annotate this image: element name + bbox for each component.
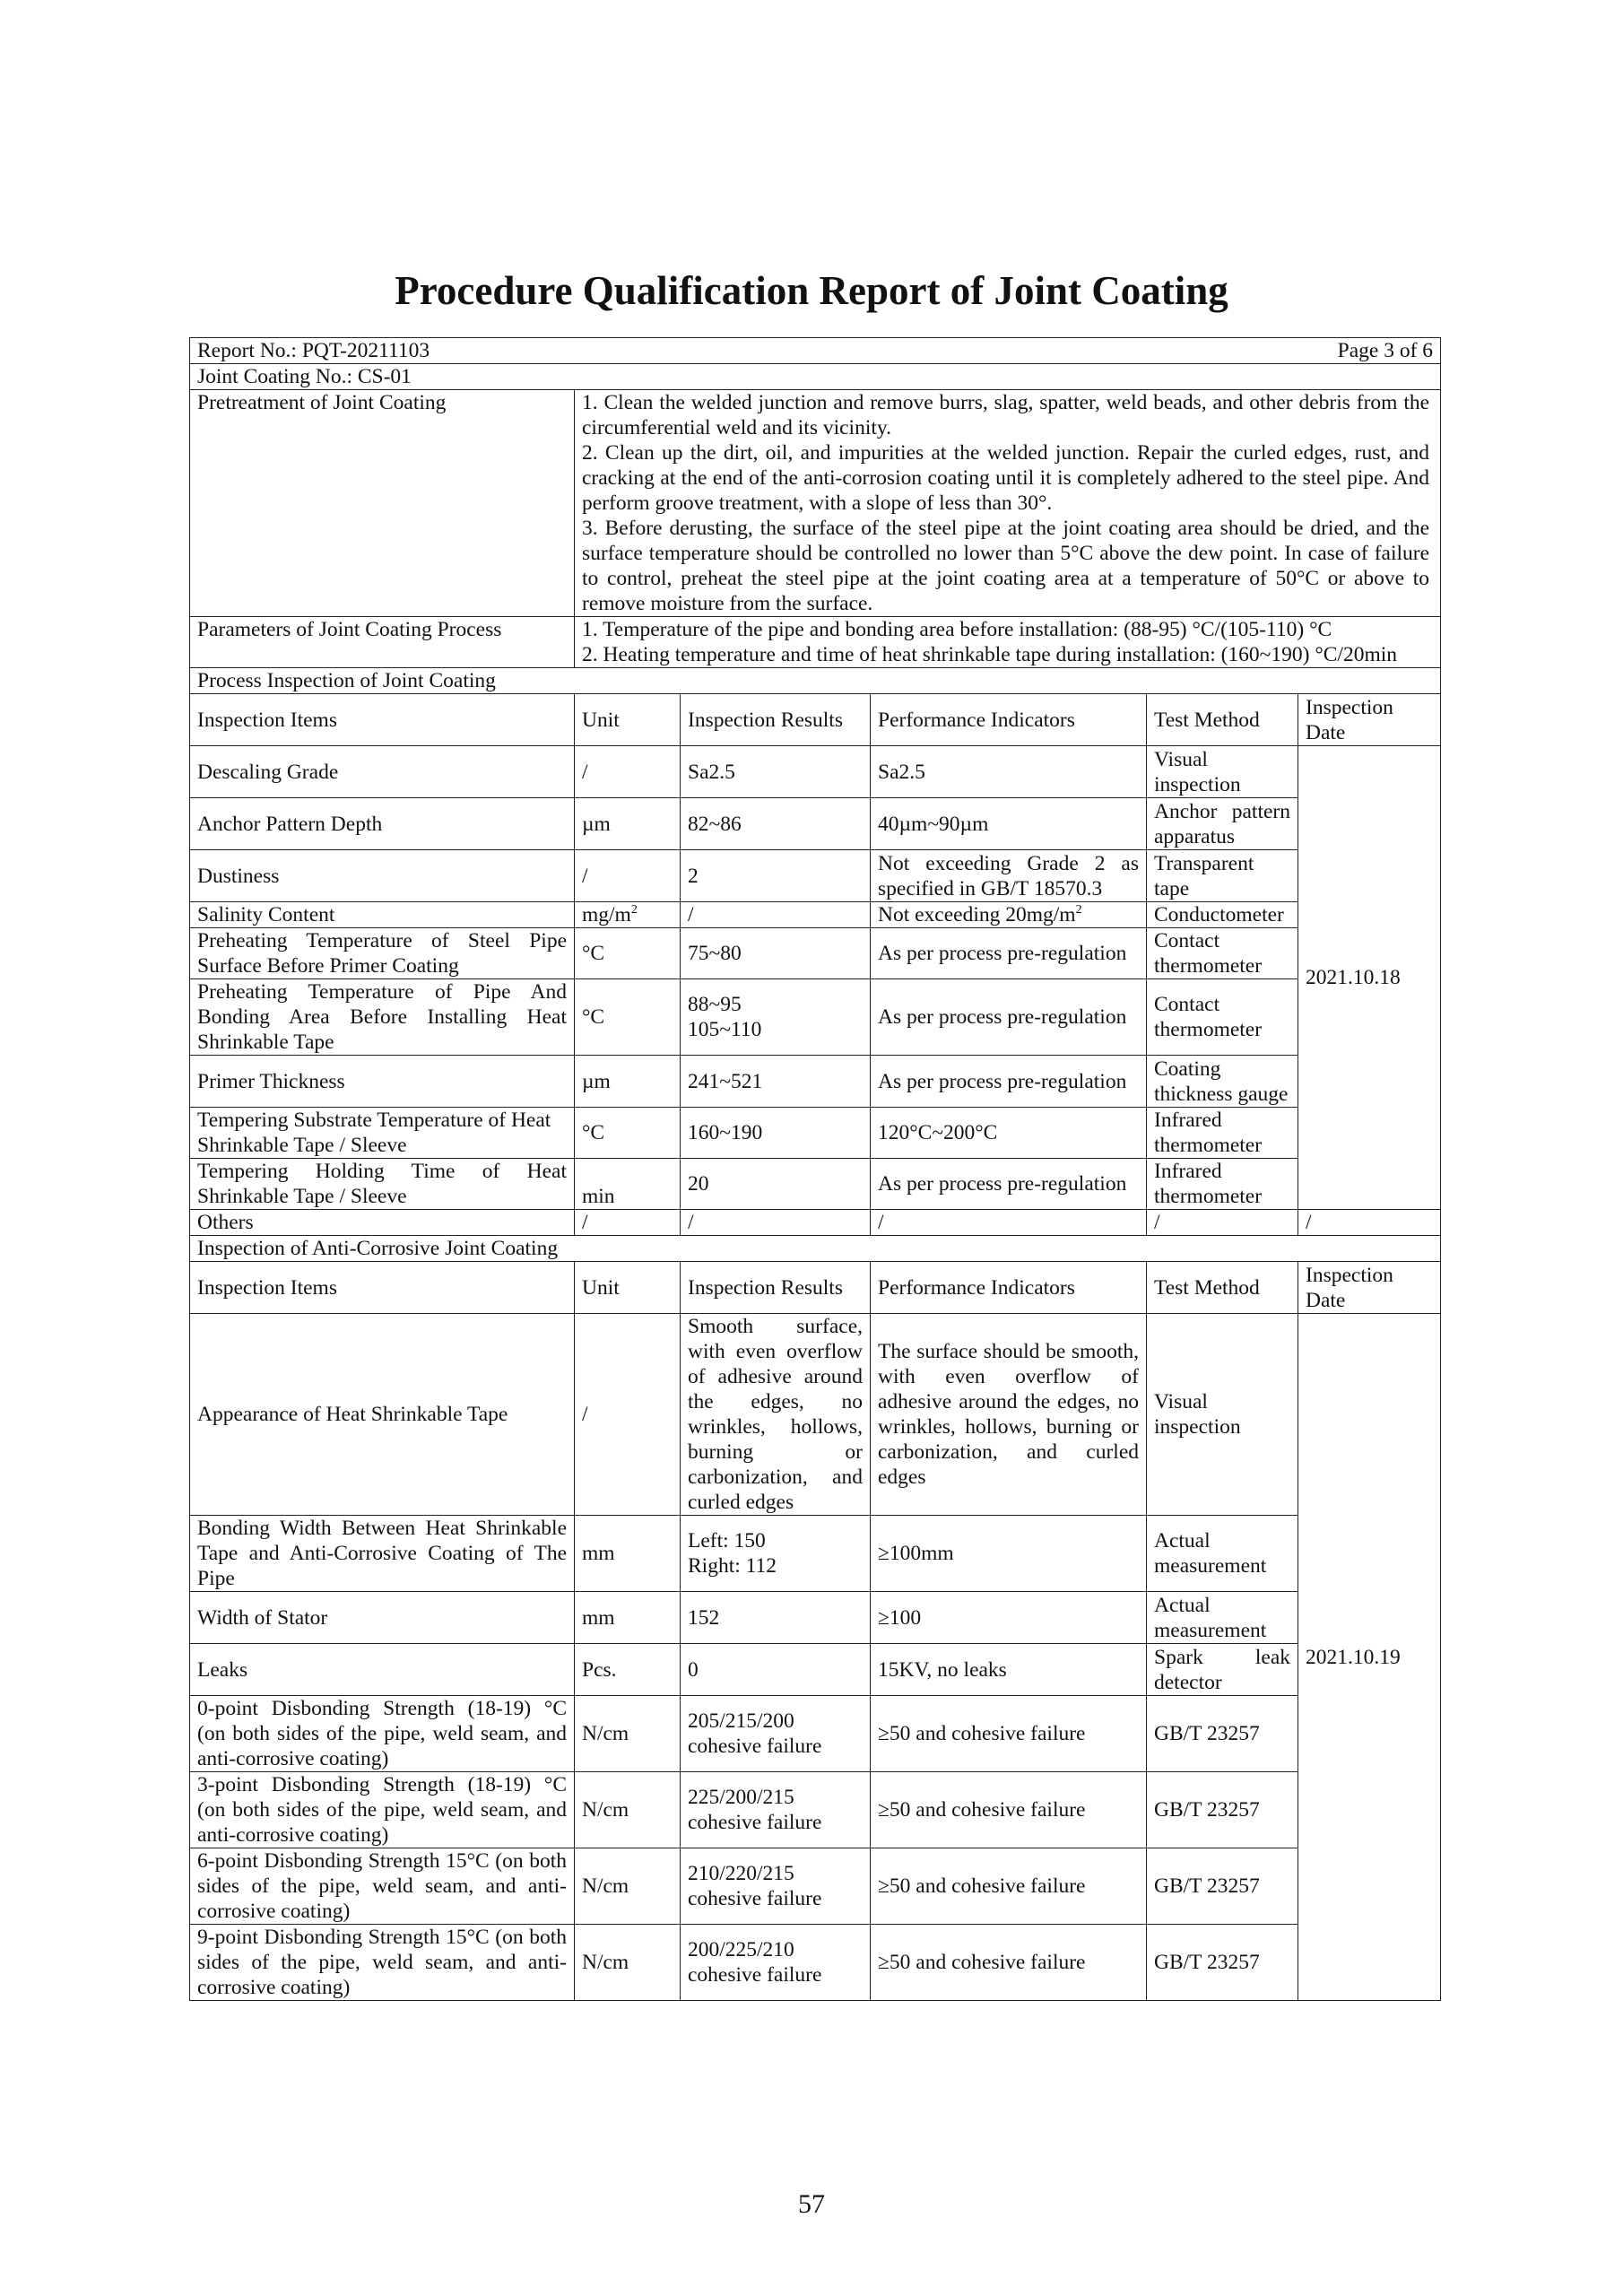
process-section-title: Process Inspection of Joint Coating [190, 668, 1441, 694]
table-row [190, 979, 1441, 1056]
method-cell: / [1147, 1210, 1298, 1236]
column-header: Test Method [1147, 1262, 1298, 1314]
indicator-cell: Not exceeding Grade 2 as specified in GB/T 18570.3 [871, 850, 1147, 902]
table-row [190, 1644, 1441, 1696]
unit-cell: / [575, 1210, 681, 1236]
item-cell: 6-point Disbonding Strength 15°C (on both sides of the pipe, weld seam, and anti-corrosive coating) [190, 1848, 575, 1925]
method-cell: Conductometer [1147, 902, 1298, 928]
result-cell: 82~86 [681, 798, 871, 850]
unit-cell: Pcs. [575, 1644, 681, 1696]
method-cell: Contact thermometer [1147, 928, 1298, 979]
method-cell: Anchor pattern apparatus [1147, 798, 1298, 850]
pretreatment-step: 2. Clean up the dirt, oil, and impurities at the welded junction. Repair the curled edges, rust, and cracking at the end of the anti-corrosion coating until it is completely adhered to the steel pipe. And perform groove treatment, with a slope of less than 30°. [582, 441, 1430, 515]
indicator-cell: ≥50 and cohesive failure [871, 1696, 1147, 1772]
result-cell: 75~80 [681, 928, 871, 979]
indicator-cell: 120°C~200°C [871, 1108, 1147, 1159]
unit-cell: µm [575, 798, 681, 850]
method-cell: Infrared thermometer [1147, 1159, 1298, 1210]
indicator-cell: ≥50 and cohesive failure [871, 1848, 1147, 1925]
unit-cell: / [575, 850, 681, 902]
table-row [190, 746, 1441, 798]
column-header: Inspection Date [1298, 1262, 1441, 1314]
method-cell: Infrared thermometer [1147, 1108, 1298, 1159]
table-row [190, 798, 1441, 850]
unit-cell: / [575, 1314, 681, 1516]
indicator-cell [871, 902, 1147, 928]
column-header: Performance Indicators [871, 1262, 1147, 1314]
table-row [190, 1696, 1441, 1772]
result-cell: 160~190 [681, 1108, 871, 1159]
method-cell: Transparent tape [1147, 850, 1298, 902]
column-header: Inspection Results [681, 694, 871, 746]
column-header: Inspection Date [1298, 694, 1441, 746]
unit-cell: N/cm [575, 1925, 681, 2001]
item-cell: 0-point Disbonding Strength (18-19) °C (on both sides of the pipe, weld seam, and anti-corrosive coating) [190, 1696, 575, 1772]
method-cell: Visual inspection [1147, 1314, 1298, 1516]
report-number: Report No.: PQT-20211103 [197, 339, 430, 362]
indicator-cell: The surface should be smooth, with even overflow of adhesive around the edges, no wrinkles, hollows, burning or carbonization, and curled edges [871, 1314, 1147, 1516]
joint-coating-number: Joint Coating No.: CS-01 [190, 364, 1441, 390]
method-cell: Coating thickness gauge [1147, 1056, 1298, 1108]
result-cell: 152 [681, 1592, 871, 1644]
unit-cell: °C [575, 979, 681, 1056]
others-row [190, 1210, 1441, 1236]
unit-cell: mm [575, 1592, 681, 1644]
table-row [190, 1516, 1441, 1592]
item-cell: Descaling Grade [190, 746, 575, 798]
table-row [190, 902, 1441, 928]
indicator-cell: As per process pre-regulation [871, 979, 1147, 1056]
anti-corrosive-inspection-date: 2021.10.19 [1298, 1314, 1441, 2001]
unit-cell: N/cm [575, 1772, 681, 1848]
column-header: Test Method [1147, 694, 1298, 746]
column-header: Inspection Items [190, 1262, 575, 1314]
item-cell: Tempering Substrate Temperature of Heat Shrinkable Tape / Sleeve [190, 1108, 575, 1159]
unit-cell: °C [575, 928, 681, 979]
item-cell: Preheating Temperature of Steel Pipe Surface Before Primer Coating [190, 928, 575, 979]
column-header: Performance Indicators [871, 694, 1147, 746]
method-cell: Visual inspection [1147, 746, 1298, 798]
result-cell: 0 [681, 1644, 871, 1696]
item-cell: Appearance of Heat Shrinkable Tape [190, 1314, 575, 1516]
process-inspection-date: 2021.10.18 [1298, 746, 1441, 1210]
result-cell: 241~521 [681, 1056, 871, 1108]
item-cell: Preheating Temperature of Pipe And Bonding Area Before Installing Heat Shrinkable Tape [190, 979, 575, 1056]
report-title: Procedure Qualification Report of Joint Coating [395, 268, 1228, 313]
pretreatment-label: Pretreatment of Joint Coating [190, 390, 575, 617]
item-cell: Others [190, 1210, 575, 1236]
superscript-text: 2 [630, 903, 638, 918]
column-header: Unit [575, 1262, 681, 1314]
method-cell: Spark leak detector [1147, 1644, 1298, 1696]
parameter-line: 1. Temperature of the pipe and bonding area before installation: (88-95) °C/(105-110) °C [582, 618, 1332, 641]
result-cell: 210/220/215 cohesive failure [681, 1848, 871, 1925]
indicator-cell: Sa2.5 [871, 746, 1147, 798]
result-cell: 205/215/200 cohesive failure [681, 1696, 871, 1772]
indicator-cell: ≥50 and cohesive failure [871, 1772, 1147, 1848]
table-row [190, 1159, 1441, 1210]
indicator-cell: 15KV, no leaks [871, 1644, 1147, 1696]
item-cell: Leaks [190, 1644, 575, 1696]
result-cell: Left: 150 Right: 112 [681, 1516, 871, 1592]
indicator-text: Not exceeding 20mg/m [878, 903, 1076, 926]
pretreatment-step: 1. Clean the welded junction and remove burrs, slag, spatter, weld beads, and other debris from the circumferential weld and its vicinity. [582, 391, 1430, 439]
parameters-lines [575, 617, 1441, 668]
method-cell: Actual measurement [1147, 1592, 1298, 1644]
page-number: 57 [798, 2189, 825, 2219]
column-header: Unit [575, 694, 681, 746]
result-cell: Smooth surface, with even overflow of adhesive around the edges, no wrinkles, hollows, burning or carbonization, and curled edges [681, 1314, 871, 1516]
indicator-cell: ≥50 and cohesive failure [871, 1925, 1147, 2001]
anti-corrosive-section-title: Inspection of Anti-Corrosive Joint Coating [190, 1236, 1441, 1262]
page-indicator: Page 3 of 6 [1337, 339, 1434, 362]
table-row [190, 1848, 1441, 1925]
report-table [189, 337, 1441, 2001]
result-cell: 88~95 105~110 [681, 979, 871, 1056]
item-cell: 9-point Disbonding Strength 15°C (on both sides of the pipe, weld seam, and anti-corrosive coating) [190, 1925, 575, 2001]
item-cell: Tempering Holding Time of Heat Shrinkable Tape / Sleeve [190, 1159, 575, 1210]
unit-cell: min [575, 1159, 681, 1210]
pretreatment-steps [575, 390, 1441, 617]
process-section-row [190, 668, 1441, 694]
item-cell: Anchor Pattern Depth [190, 798, 575, 850]
indicator-cell: As per process pre-regulation [871, 1159, 1147, 1210]
process-column-headers [190, 694, 1441, 746]
unit-cell [575, 902, 681, 928]
parameters-row [190, 617, 1441, 668]
item-cell: 3-point Disbonding Strength (18-19) °C (on both sides of the pipe, weld seam, and anti-corrosive coating) [190, 1772, 575, 1848]
table-row [190, 1772, 1441, 1848]
method-cell: Contact thermometer [1147, 979, 1298, 1056]
anti-corrosive-column-headers [190, 1262, 1441, 1314]
item-cell: Width of Stator [190, 1592, 575, 1644]
pretreatment-row [190, 390, 1441, 617]
item-cell: Salinity Content [190, 902, 575, 928]
result-cell: 2 [681, 850, 871, 902]
indicator-cell: / [871, 1210, 1147, 1236]
indicator-cell: As per process pre-regulation [871, 928, 1147, 979]
unit-cell: µm [575, 1056, 681, 1108]
result-cell: 225/200/215 cohesive failure [681, 1772, 871, 1848]
indicator-cell: ≥100 [871, 1592, 1147, 1644]
indicator-cell: 40µm~90µm [871, 798, 1147, 850]
column-header: Inspection Items [190, 694, 575, 746]
result-cell: / [681, 1210, 871, 1236]
table-row [190, 1108, 1441, 1159]
result-cell: / [681, 902, 871, 928]
table-row [190, 850, 1441, 902]
table-row [190, 1056, 1441, 1108]
unit-cell: °C [575, 1108, 681, 1159]
joint-coating-number-row [190, 364, 1441, 390]
unit-text: mg/m [582, 903, 631, 926]
indicator-cell: As per process pre-regulation [871, 1056, 1147, 1108]
table-row [190, 1314, 1441, 1516]
superscript-text: 2 [1075, 903, 1082, 918]
table-row [190, 1925, 1441, 2001]
result-cell: 200/225/210 cohesive failure [681, 1925, 871, 2001]
date-cell: / [1298, 1210, 1441, 1236]
item-cell: Dustiness [190, 850, 575, 902]
method-cell: GB/T 23257 [1147, 1696, 1298, 1772]
item-cell: Bonding Width Between Heat Shrinkable Tape and Anti-Corrosive Coating of The Pipe [190, 1516, 575, 1592]
column-header: Inspection Results [681, 1262, 871, 1314]
table-row [190, 1592, 1441, 1644]
method-cell: GB/T 23257 [1147, 1772, 1298, 1848]
anti-corrosive-section-row [190, 1236, 1441, 1262]
unit-cell: N/cm [575, 1696, 681, 1772]
unit-cell: / [575, 746, 681, 798]
result-cell: Sa2.5 [681, 746, 871, 798]
unit-cell: mm [575, 1516, 681, 1592]
indicator-cell: ≥100mm [871, 1516, 1147, 1592]
method-cell: GB/T 23257 [1147, 1925, 1298, 2001]
method-cell: Actual measurement [1147, 1516, 1298, 1592]
report-number-row [190, 338, 1441, 364]
item-cell: Primer Thickness [190, 1056, 575, 1108]
table-row [190, 928, 1441, 979]
parameter-line: 2. Heating temperature and time of heat shrinkable tape during installation: (160~190) °C/20min [582, 643, 1398, 666]
result-cell: 20 [681, 1159, 871, 1210]
method-cell: GB/T 23257 [1147, 1848, 1298, 1925]
unit-cell: N/cm [575, 1848, 681, 1925]
pretreatment-step: 3. Before derusting, the surface of the steel pipe at the joint coating area should be dried, and the surface temperature should be controlled no lower than 5°C above the dew point. In case of failure to control, preheat the steel pipe at the joint coating area at a temperature of 50°C or above to remove moisture from the surface. [582, 517, 1430, 615]
parameters-label: Parameters of Joint Coating Process [190, 617, 575, 668]
